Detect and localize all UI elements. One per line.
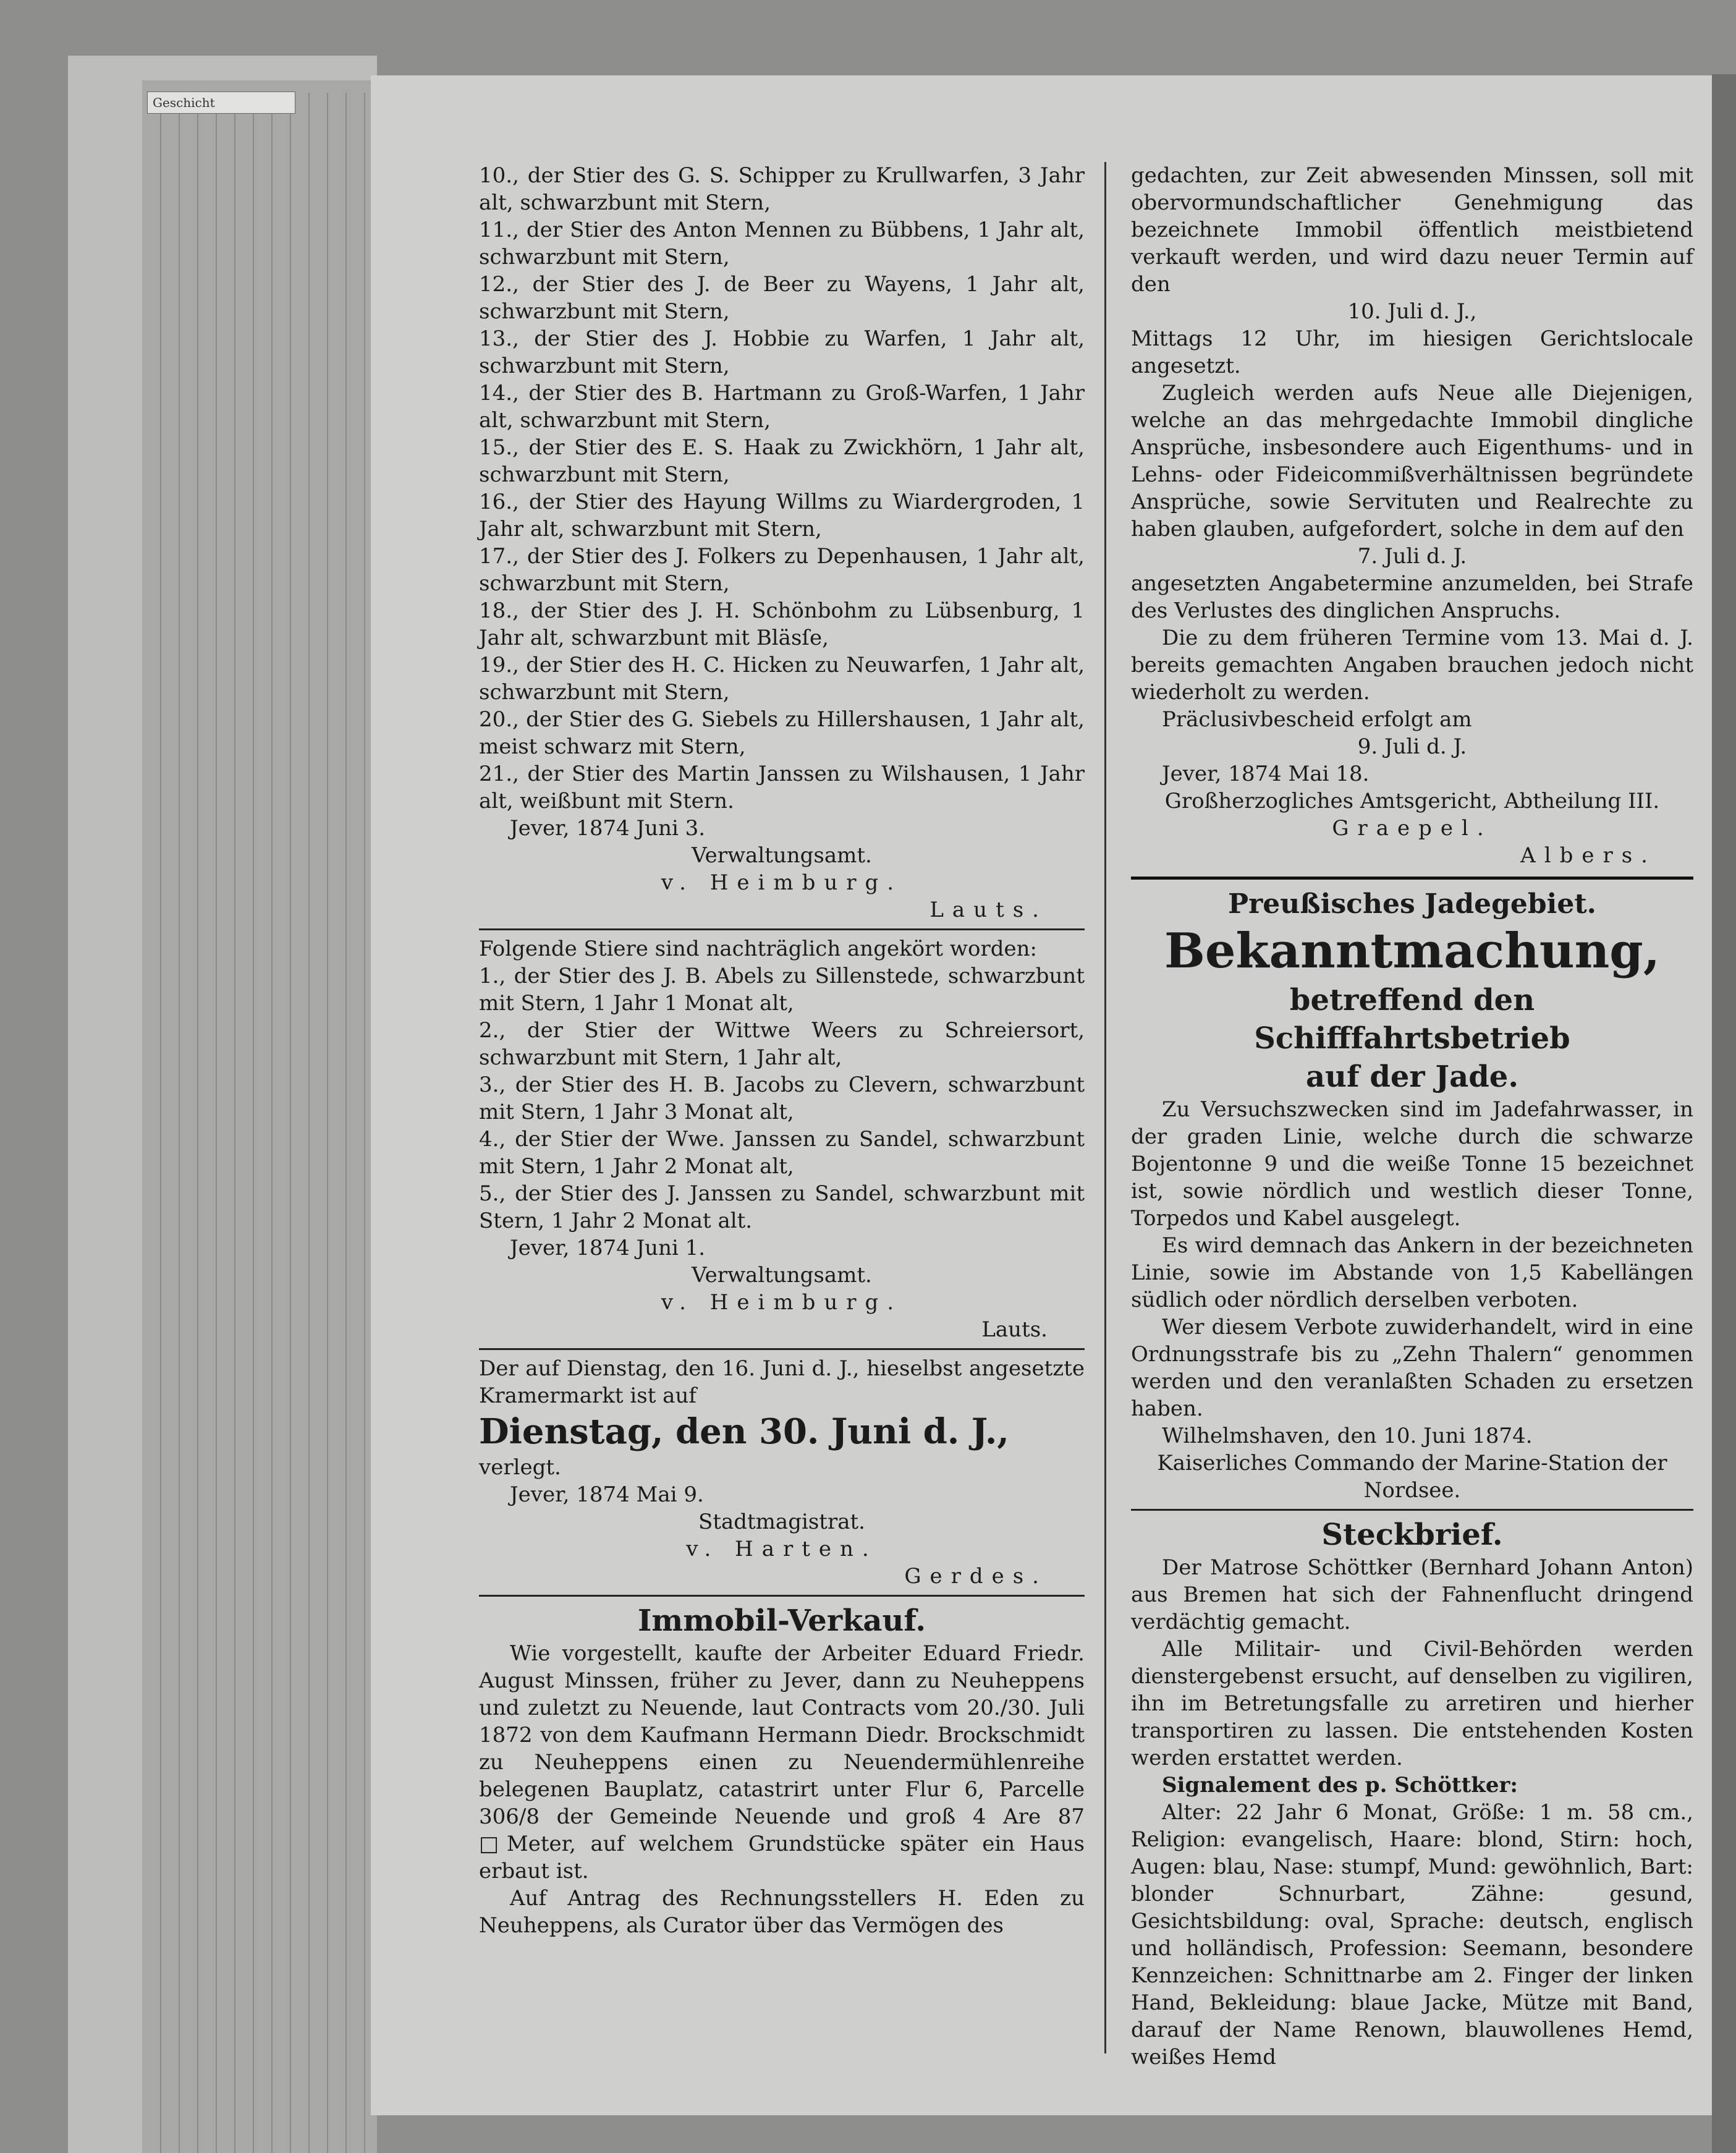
section-rule	[479, 928, 1085, 930]
right-column	[1131, 162, 1693, 2071]
notice-headline: Dienstag, den 30. Juni d. J.,	[479, 1411, 1009, 1452]
section-rule	[1131, 1509, 1693, 1511]
list-item: 17., der Stier des J. Folkers zu Depenhausen, 1 Jahr alt, schwarzbunt mit Stern,	[479, 544, 1085, 596]
list-item: 2., der Stier der Wittwe Weers zu Schreiersort, schwarzbunt mit Stern, 1 Jahr alt,	[479, 1018, 1085, 1070]
paragraph: Wie vorgestellt, kaufte der Arbeiter Eduard Friedr. August Minssen, früher zu Jever, dann zu Neuheppens und zuletzt zu Neuende, laut Contracts vom 20./30. Juli 1872 von dem Kaufmann Hermann Diedr. Brockschmidt zu Neuheppens einen zu Neuendermühlenreihe belegenen Bauplatz, catastrirt unter Flur 6, Parcelle 306/8 der Gemeinde Neuende und groß 4 Are 87 □Meter, auf welchem Grundstücke später ein Haus erbaut ist.	[479, 1641, 1085, 1883]
paragraph: Es wird demnach das Ankern in der bezeichneten Linie, sowie im Abstande von 1,5 Kabellängen südlich oder nördlich derselben verboten.	[1131, 1233, 1693, 1312]
section-rule	[1131, 877, 1693, 880]
list-item: 14., der Stier des B. Hartmann zu Groß-Warfen, 1 Jahr alt, schwarzbunt mit Stern,	[479, 381, 1085, 433]
list-item: 16., der Stier des Hayung Willms zu Wiardergroden, 1 Jahr alt, schwarzbunt mit Stern,	[479, 490, 1085, 541]
term-date: 9. Juli d. J.	[1357, 734, 1467, 759]
list-item: 19., der Stier des H. C. Hicken zu Neuwarfen, 1 Jahr alt, schwarzbunt mit Stern,	[479, 653, 1085, 705]
section-title: Steckbrief.	[1321, 1518, 1503, 1552]
list-item: 18., der Stier des J. H. Schönbohm zu Lübsenburg, 1 Jahr alt, schwarzbunt mit Bläsſe,	[479, 598, 1085, 650]
list-item: 15., der Stier des E. S. Haak zu Zwickhörn, 1 Jahr alt, schwarzbunt mit Stern,	[479, 435, 1085, 487]
notice-signature: v. Heimburg.	[661, 1290, 903, 1315]
paragraph: Mittags 12 Uhr, im hiesigen Gerichtslocale angesetzt.	[1131, 326, 1693, 378]
section-title: Immobil-Verkauf.	[637, 1603, 926, 1638]
term-date: 10. Juli d. J.,	[1347, 299, 1477, 324]
paragraph: Die zu dem früheren Termine vom 13. Mai d. J. bereits gemachten Angaben brauchen jedoch nicht wiederholt zu werden.	[1131, 626, 1693, 705]
paragraph: Zugleich werden aufs Neue alle Diejenigen, welche an das mehrgedachte Immobil dingliche Ansprüche, insbesondere auch Eigenthums- und in Lehns- oder Fideicommißverhältnissen begründete Ansprüche, sowie Servituten und Realrechte zu haben glauben, aufgefordert, solche in dem auf den	[1131, 381, 1693, 541]
notice-date: Jever, 1874 Juni 1.	[510, 1236, 706, 1260]
list-item: 13., der Stier des J. Hobbie zu Warfen, 1 Jahr alt, schwarzbunt mit Stern,	[479, 326, 1085, 378]
paragraph: Der Matrose Schöttker (Bernhard Johann Anton) aus Bremen hat sich der Fahnenflucht dringend verdächtig gemacht.	[1131, 1555, 1693, 1634]
column-divider	[1104, 162, 1106, 2053]
left-column	[479, 162, 1085, 1939]
notice-date: Wilhelmshaven, den 10. Juni 1874.	[1162, 1424, 1533, 1448]
section-rule	[479, 1595, 1085, 1597]
paragraph: Wer diesem Verbote zuwiderhandelt, wird in eine Ordnungsstrafe bis zu „Zehn Thalern“ genommen werden und den veranlaßten Schaden zu ersetzen haben.	[1131, 1315, 1693, 1421]
term-date: 7. Juli d. J.	[1357, 544, 1467, 569]
notice-intro: Folgende Stiere sind nachträglich angekört worden:	[479, 936, 1037, 961]
notice-office: Großherzogliches Amtsgericht, Abtheilung III.	[1164, 789, 1660, 813]
notice-text: verlegt.	[479, 1455, 561, 1480]
list-item: 1., der Stier des J. B. Abels zu Sillenstede, schwarzbunt mit Stern, 1 Jahr 1 Monat alt,	[479, 964, 1085, 1016]
list-item: 20., der Stier des G. Siebels zu Hillershausen, 1 Jahr alt, meist schwarz mit Stern,	[479, 707, 1085, 759]
list-item: 11., der Stier des Anton Mennen zu Bübbens, 1 Jahr alt, schwarzbunt mit Stern,	[479, 218, 1085, 270]
notice-text: Der auf Dienstag, den 16. Juni d. J., hieselbst angesetzte Kramermarkt ist auf	[479, 1356, 1085, 1408]
signalement-heading: Signalement des p. Schöttker:	[1162, 1773, 1518, 1798]
paragraph: Alle Militair- und Civil-Behörden werden dienstergebenst ersucht, auf denselben zu vigiliren, ihn im Betretungsfalle zu arretiren und hierher transportiren zu lassen. Die entstehenden Kosten werden erstattet werden.	[1131, 1637, 1693, 1770]
notice-signature-secondary: Gerdes.	[904, 1564, 1048, 1589]
section-subtitle: betreffend den Schifffahrtsbetrieb	[1254, 983, 1570, 1056]
paragraph: Alter: 22 Jahr 6 Monat, Größe: 1 m. 58 cm., Religion: evangelisch, Haare: blond, Stirn: hoch, Augen: blau, Nase: stumpf, Mund: gewöhnlich, Bart: blonder Schnurbart, Zähne: gesund, Gesichtsbildung: oval, Sprache: deutsch, englisch und holländisch, Profession: Seemann, besondere Kennzeichen: Schnittnarbe am 2. Finger der linken Hand, Bekleidung: blaue Jacke, Mütze mit Band, darauf der Name Renown, blauwollenes Hemd, weißes Hemd	[1131, 1800, 1693, 2070]
list-item: 10., der Stier des G. S. Schipper zu Krullwarfen, 3 Jahr alt, schwarzbunt mit Stern,	[479, 163, 1085, 215]
paragraph: gedachten, zur Zeit abwesenden Minssen, soll mit obervormundschaftlicher Genehmigung das bezeichnete Immobil öffentlich meistbietend verkauft werden, und wird dazu neuer Termin auf den	[1131, 163, 1693, 297]
stier-list	[479, 162, 1085, 815]
spine-label: Geschicht	[147, 91, 295, 114]
notice-signature: v. Harten.	[686, 1537, 878, 1561]
list-item: 5., der Stier des J. Janssen zu Sandel, schwarzbunt mit Stern, 1 Jahr 2 Monat alt.	[479, 1181, 1085, 1233]
notice-signature-secondary: Lauts.	[929, 898, 1048, 922]
nachtraeglich-list	[479, 962, 1085, 1234]
notice-signature: v. Heimburg.	[661, 870, 903, 895]
newspaper-page	[371, 75, 1712, 2115]
notice-office: Kaiserliches Commando der Marine-Station der Nordsee.	[1157, 1451, 1667, 1503]
notice-signature-secondary: Lauts.	[981, 1317, 1048, 1342]
paragraph: Zu Versuchszwecken sind im Jadefahrwasser, in der graden Linie, welche durch die schwarze Bojentonne 9 und die weiße Tonne 15 bezeichnet ist, sowie nördlich und westlich dieser Tonne, Torpedos und Kabel ausgelegt.	[1131, 1097, 1693, 1231]
section-kicker: Preußisches Jadegebiet.	[1228, 888, 1596, 920]
notice-office: Verwaltungsamt.	[692, 843, 872, 868]
list-item: 3., der Stier des H. B. Jacobs zu Clevern, schwarzbunt mit Stern, 1 Jahr 3 Monat alt,	[479, 1072, 1085, 1124]
section-title: Bekanntmachung,	[1164, 923, 1660, 979]
list-item: 21., der Stier des Martin Janssen zu Wilshausen, 1 Jahr alt, weißbunt mit Stern.	[479, 762, 1085, 813]
notice-date: Jever, 1874 Mai 18.	[1162, 762, 1370, 786]
notice-office: Stadtmagistrat.	[698, 1510, 865, 1534]
paragraph: Präclusivbescheid erfolgt am	[1162, 707, 1472, 732]
section-subtitle: auf der Jade.	[1305, 1060, 1519, 1094]
paragraph: angesetzten Angabetermine anzumelden, bei Strafe des Verlustes des dinglichen Anspruchs.	[1131, 571, 1693, 623]
notice-signature-secondary: Albers.	[1520, 843, 1656, 868]
notice-signature: Graepel.	[1332, 816, 1493, 841]
notice-date: Jever, 1874 Juni 3.	[510, 816, 706, 841]
list-item: 4., der Stier der Wwe. Janssen zu Sandel, schwarzbunt mit Stern, 1 Jahr 2 Monat alt,	[479, 1127, 1085, 1179]
section-rule	[479, 1348, 1085, 1350]
notice-office: Verwaltungsamt.	[692, 1263, 872, 1288]
paragraph: Auf Antrag des Rechnungsstellers H. Eden zu Neuheppens, als Curator über das Vermögen des	[479, 1886, 1085, 1938]
list-item: 12., der Stier des J. de Beer zu Wayens, 1 Jahr alt, schwarzbunt mit Stern,	[479, 272, 1085, 324]
notice-date: Jever, 1874 Mai 9.	[510, 1482, 704, 1507]
